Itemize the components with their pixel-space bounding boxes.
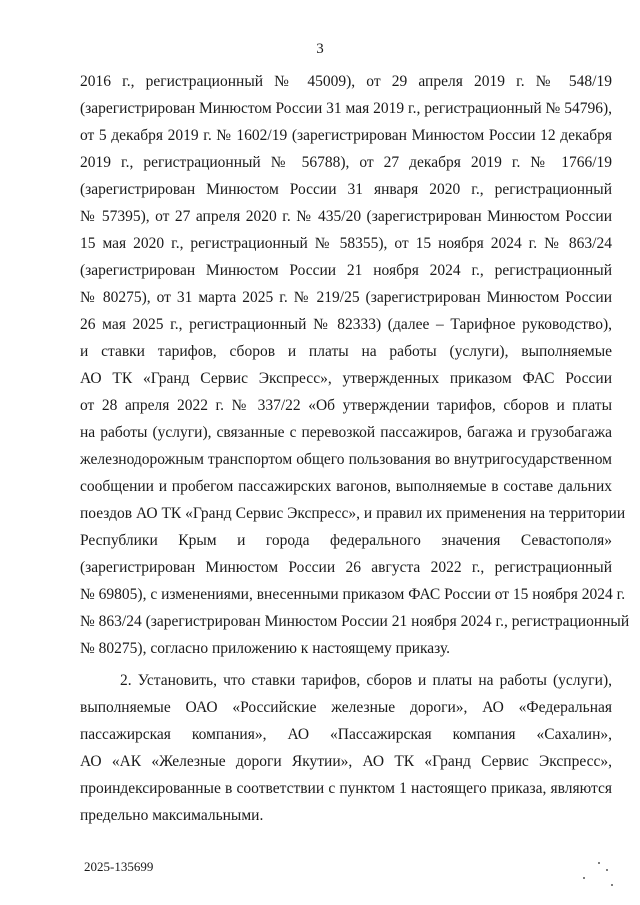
text-line: 2. Установить, что ставки тарифов, сборов и платы на работы (услуги), (120, 672, 612, 689)
text-line: на работы (услуги), связанные с перевозкой пассажиров, багажа и грузобагажа (80, 424, 612, 441)
text-line: поездов АО ТК «Гранд Сервис Экспресс», и правил их применения на территории (80, 505, 626, 522)
text-line: предельно максимальными. (80, 807, 264, 824)
paragraph-2 (80, 667, 612, 829)
text-line: № 80275), от 31 марта 2025 г. № 219/25 (зарегистрирован Минюстом России (80, 289, 612, 306)
document-body (80, 68, 630, 829)
text-line: и ставки тарифов, сборов и платы на работы (услуги), выполняемые (80, 343, 612, 360)
text-line: сообщении и пробегом пассажирских вагонов, выполняемые в составе дальних (80, 478, 612, 495)
text-line: проиндексированные в соответствии с пунктом 1 настоящего приказа, являются (80, 780, 612, 797)
scan-speck (611, 884, 613, 886)
text-line: от 5 декабря 2019 г. № 1602/19 (зарегистрирован Минюстом России 12 декабря (80, 127, 612, 144)
text-line: (зарегистрирован Минюстом России 31 мая 2019 г., регистрационный № 54796), (80, 100, 612, 117)
page-number: 3 (316, 41, 324, 57)
text-line: 2016 г., регистрационный № 45009), от 29 апреля 2019 г. № 548/19 (80, 73, 612, 90)
text-line: АО «АК «Железные дороги Якутии», АО ТК «Гранд Сервис Экспресс», (80, 753, 612, 770)
text-line: 26 мая 2025 г., регистрационный № 82333) (далее – Тарифное руководство), (80, 316, 612, 333)
text-line: № 69805), с изменениями, внесенными приказом ФАС России от 15 ноября 2024 г. (80, 586, 626, 603)
text-line: железнодорожным транспортом общего пользования во внутригосударственном (80, 451, 612, 468)
text-line: (зарегистрирован Минюстом России 31 января 2020 г., регистрационный (80, 181, 612, 198)
text-line: 15 мая 2020 г., регистрационный № 58355), от 15 ноября 2024 г. № 863/24 (80, 235, 612, 252)
text-line: от 28 апреля 2022 г. № 337/22 «Об утверждении тарифов, сборов и платы (80, 397, 612, 414)
text-line: АО ТК «Гранд Сервис Экспресс», утвержденных приказом ФАС России (80, 370, 612, 387)
text-line: пассажирская компания», АО «Пассажирская компания «Сахалин», (80, 726, 612, 743)
text-line: № 80275), согласно приложению к настоящему приказу. (80, 640, 451, 657)
scan-speck (598, 862, 600, 864)
text-line: (зарегистрирован Минюстом России 26 августа 2022 г., регистрационный (80, 559, 612, 576)
text-line: № 57395), от 27 апреля 2020 г. № 435/20 (зарегистрирован Минюстом России (80, 208, 612, 225)
scan-speck (583, 877, 585, 879)
document-id: 2025-135699 (84, 859, 154, 874)
scan-speck (606, 869, 608, 871)
paragraph-1 (80, 68, 630, 662)
text-line: (зарегистрирован Минюстом России 21 ноября 2024 г., регистрационный (80, 262, 612, 279)
text-line: 2019 г., регистрационный № 56788), от 27 декабря 2019 г. № 1766/19 (80, 154, 612, 171)
text-line: № 863/24 (зарегистрирован Минюстом России 21 ноября 2024 г., регистрационный (80, 613, 630, 630)
text-line: выполняемые ОАО «Российские железные дороги», АО «Федеральная (80, 699, 612, 716)
text-line: Республики Крым и города федерального значения Севастополя» (80, 532, 612, 549)
